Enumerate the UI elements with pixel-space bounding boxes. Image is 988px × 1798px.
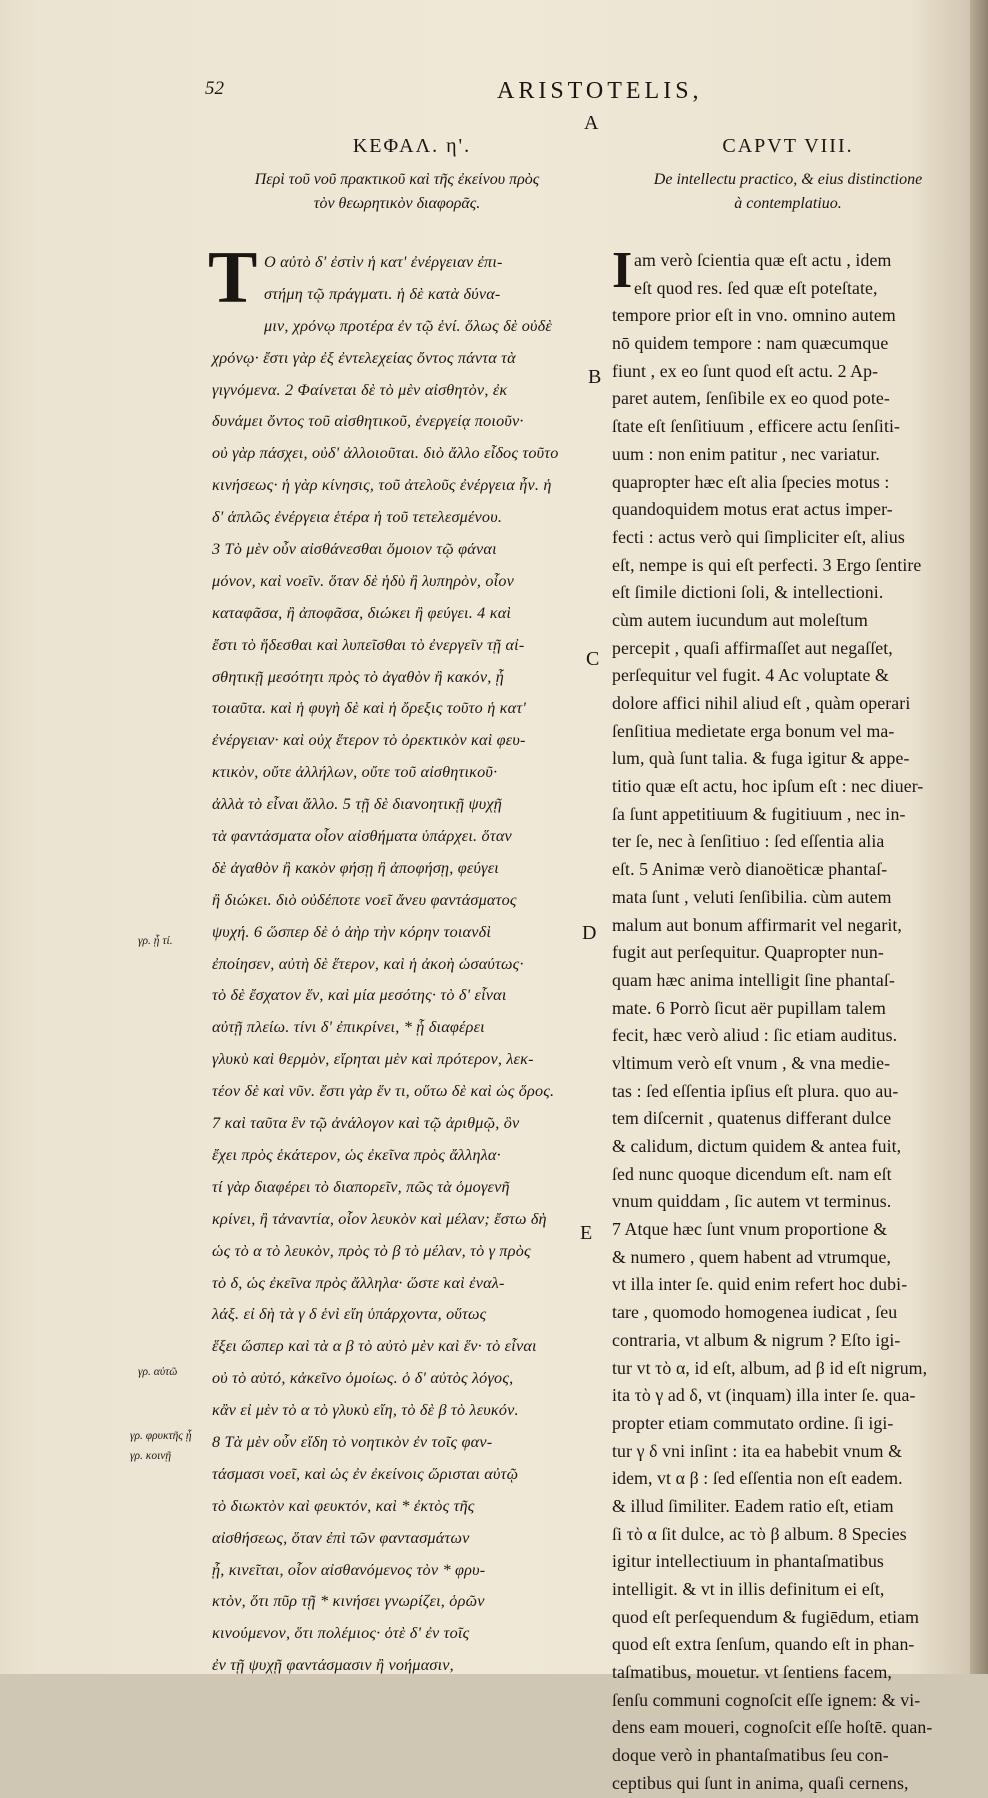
text-line: tur γ δ vni inſint : ita ea habebit vnum & [612,1440,903,1461]
text-line: ἕξει ὥσπερ καὶ τὰ α β τὸ αὐτὸ μὲν καὶ ἕν· τὸ εἶναι [212,1337,537,1356]
text-line: τὸ διωκτὸν καὶ φευκτόν, καὶ * ἐκτὸς τῆς [212,1496,475,1515]
latin-text-body [612,242,964,1798]
text-line: οὐ τὸ αὐτό, κἀκεῖνο ὁμοίως. ὁ δ' αὐτὸς λόγος, [212,1369,514,1388]
text-line: taſmatibus, mouetur. vt ſentiens facem, [612,1662,892,1683]
text-line: quandoquidem motus erat actus imper- [612,499,893,520]
text-line: intelligit. & vt in illis definitum ei eſt, [612,1579,885,1599]
text-line: dolore affici nihil aliud eſt , quàm operari [612,693,911,713]
latin-subtitle-line: à contemplatiuo. [734,195,842,212]
book-title: ARISTOTELIS, [497,78,703,104]
text-line: κἂν εἰ μὲν τὸ α τὸ γλυκὺ εἴη, τὸ δὲ β τὸ λευκόν. [212,1401,519,1420]
section-marker-c: C [586,648,600,670]
text-line: τὰ φαντάσματα οἷον αἰσθήματα ὑπάρχει. ὅταν [212,827,512,846]
greek-subtitle-line: Περὶ τοῦ νοῦ πρακτικοῦ καὶ τῆς ἐκείνου πρὸς [254,171,540,188]
text-line: γλυκὺ καὶ θερμὸν, εἴρηται μὲν καὶ πρότερον, λεκ- [212,1050,534,1069]
text-line: lum, quà ſunt talia. & fuga igitur & appe- [612,748,910,769]
text-line: στήμη τῷ πράγματι. ἡ δὲ κατὰ δύνα- [264,284,501,303]
text-line: ἔστι τὸ ἥδεσθαι καὶ λυπεῖσθαι τὸ ἐνεργεῖν τῇ αἰ- [212,635,525,654]
text-line: σθητικῇ μεσότητι πρὸς τὸ ἀγαθὸν ἢ κακόν, ᾗ [212,667,504,686]
text-line: tem diſcernit , quatenus differant dulce [612,1108,892,1129]
text-line: paret autem, ſenſibile ex eo quod pote- [612,388,890,409]
latin-chapter-heading: CAPVT VIII. [722,135,854,157]
greek-chapter-heading: ΚΕΦΑΛ. η'. [352,135,472,157]
text-line: tas : ſed eſſentia ipſius eſt plura. quo au- [612,1080,899,1101]
text-line: ceptibus qui ſunt in anima, quaſi cernens, [612,1772,909,1793]
margin-note: γρ. κοινῇ [130,1450,172,1462]
text-line: titio quæ eſt actu, hoc ipſum eſt : nec diuer- [612,776,924,797]
text-line: quapropter hæc eſt alia ſpecies motus : [612,471,890,492]
text-line: & illud ſimiliter. Eadem ratio eſt, etiam [612,1495,894,1516]
text-line: dens eam moueri, cognoſcit eſſe hoſtē. quan- [612,1717,933,1738]
text-line: τάσμασι νοεῖ, καὶ ὡς ἐν ἐκείνοις ὥρισται αὐτῷ [212,1464,519,1483]
text-line: & numero , quem habent ad vtrumque, [612,1246,892,1267]
text-line: malum aut bonum affirmarit vel negarit, [612,914,902,935]
text-line: ἐνέργειαν· καὶ οὐχ ἕτερον τὸ ὀρεκτικὸν καὶ φευ- [212,731,526,750]
text-line: δ' ἁπλῶς ἐνέργεια ἑτέρα ἡ τοῦ τετελεσμένου. [212,508,503,527]
text-line: quod eſt perſequendum & fugiēdum, etiam [612,1606,920,1627]
text-line: ἔχει πρὸς ἑκάτερον, ὡς ἐκεῖνα πρὸς ἄλληλα· [212,1145,501,1164]
text-line: contraria, vt album & nigrum ? Eſto igi- [612,1329,901,1350]
text-line: λάξ. εἰ δὴ τὰ γ δ ἑνὶ εἴη ὑπάρχοντα, οὕτως [212,1305,487,1324]
section-marker-b: B [588,366,602,388]
greek-text-body [208,237,592,1682]
text-line: μόνον, καὶ νοεῖν. ὅταν δὲ ἡδὺ ἢ λυπηρὸν, οἷον [212,571,515,590]
running-head [205,78,725,108]
text-line: tur vt τὸ α, id eſt, album, ad β id eſt nigrum, [612,1357,928,1378]
text-line: γιγνόμενα. 2 Φαίνεται δὲ τὸ μὲν αἰσθητὸν, ἐκ [212,380,508,399]
text-line: fecti : actus verò qui ſimpliciter eſt, alius [612,526,905,547]
text-line: eſt ſimile dictioni ſoli, & intellectioni. [612,582,884,603]
text-line: κινήσεως· ἡ γὰρ κίνησις, τοῦ ἀτελοῦς ἐνέργεια ἦν. ἡ [212,476,552,495]
text-line: ἀλλὰ τὸ εἶναι ἄλλο. 5 τῇ δὲ διανοητικῇ ψυχῇ [212,795,502,814]
text-line: igitur intellectiuum in phantaſmatibus [612,1551,884,1572]
text-line: nō quidem tempore : nam quæcumque [612,333,889,354]
text-line: uum : non enim patitur , nec variatur. [612,443,880,464]
text-line: οὐ γὰρ πάσχει, οὐδ' ἀλλοιοῦται. διὸ ἄλλο εἶδος τοῦτο [212,444,559,463]
text-line: αὐτῇ πλείω. τίνι δ' ἐπικρίνει, * ᾗ διαφέρει [212,1018,485,1037]
text-line: Ο αὐτὸ δ' ἐστὶν ἡ κατ' ἐνέργειαν ἐπι- [264,253,503,271]
text-line: μιν, χρόνῳ προτέρα ἐν τῷ ἑνί. ὅλως δὲ οὐδὲ [264,316,552,335]
latin-chapter-subtitle [612,168,964,216]
text-line: propter etiam commutato ordine. ſi igi- [612,1412,894,1433]
margin-note: γρ. ᾗ τί. [138,935,173,947]
text-line: eſt. 5 Animæ verò dianoëticæ phantaſ- [612,859,888,880]
text-line: ἐποίησεν, αὐτὴ δὲ ἕτερον, καὶ ἡ ἀκοὴ ὡσαύτως· [212,954,524,973]
text-line: ita τὸ γ ad δ, vt (inquam) illa inter ſe. qua- [612,1385,916,1406]
text-line: eſt, nempe is qui eſt perfecti. 3 Ergo ſentire [612,554,922,575]
page-gutter-shadow [970,0,988,1674]
text-line: cùm autem iucundum aut moleſtum [612,609,868,630]
text-line: δυνάμει ὄντος τοῦ αἰσθητικοῦ, ἐνεργείᾳ ποιοῦν· [212,412,524,431]
text-line: καταφᾶσα, ἢ ἀποφᾶσα, διώκει ἢ φεύγει. 4 καὶ [212,603,512,622]
text-line: κινούμενον, ὅτι πολέμιος· ὁτὲ δ' ἐν τοῖς [212,1624,470,1643]
greek-chapter-subtitle [202,168,592,216]
text-line: τοιαῦτα. καὶ ἡ φυγὴ δὲ καὶ ἡ ὄρεξις τοῦτο ἡ κατ' [212,699,527,718]
text-line: ἐν τῇ ψυχῇ φαντάσμασιν ἢ νοήμασιν, [212,1656,454,1675]
text-line: ſenſitiua medietate erga bonum vel ma- [612,720,895,741]
text-line: κρίνει, ἢ τἀναντία, οἷον λευκὸν καὶ μέλαν; ἔστω δὴ [212,1209,547,1228]
text-line: κτικὸν, οὔτε ἀλλήλων, οὔτε τοῦ αἰσθητικοῦ· [212,763,498,782]
greek-column [208,135,592,1675]
text-line: 3 Τὸ μὲν οὖν αἰσθάνεσθαι ὅμοιον τῷ φάναι [212,540,497,559]
text-line: κτὸν, ὅτι πῦρ τῇ * κινήσει γνωρίζει, ὁρῶν [212,1592,485,1611]
text-line: am verò ſcientia quæ eſt actu , idem [634,250,892,270]
text-line: fiunt , ex eo ſunt quod eſt actu. 2 Ap- [612,360,879,381]
text-line: quam hæc anima intelligit ſine phantaſ- [612,969,895,990]
text-line: τέον δὲ καὶ νῦν. ἔστι γὰρ ἕν τι, οὕτω δὲ καὶ ὡς ὅρος. [212,1082,555,1101]
text-line: fecit, hæc verò aliud : ſic etiam auditus. [612,1025,898,1046]
text-line: doque verò in phantaſmatibus ſeu con- [612,1745,889,1766]
text-line: ſed nunc quoque dicendum eſt. nam eſt [612,1163,892,1184]
latin-subtitle-line: De intellectu practico, & eius distinctione [653,171,923,188]
text-line: ᾖ, κινεῖται, οἷον αἰσθανόμενος τὸν * φρυ- [212,1560,486,1579]
section-marker-e: E [580,1222,593,1244]
margin-note: γρ. αὐτῶ [138,1366,178,1378]
greek-drop-cap: Τ [208,237,258,319]
text-line: ter ſe, nec à ſenſitiuo : ſed eſſentia alia [612,831,885,852]
page-number: 52 [205,78,224,99]
section-marker-d: D [582,922,597,944]
text-line: fugit aut perſequitur. Quapropter nun- [612,942,884,963]
text-line: 7 Atque hæc ſunt vnum proportione & [612,1219,888,1240]
text-line: αἰσθήσεως, ὅταν ἐπὶ τῶν φαντασμάτων [212,1528,470,1547]
section-marker-a: A [584,112,599,134]
text-line: τὸ δὲ ἔσχατον ἕν, καὶ μία μεσότης· τὸ δ' εἶναι [212,986,507,1005]
text-line: ſtate eſt ſenſitiuum , efficere actu ſenſiti- [612,416,901,437]
text-line: χρόνῳ· ἔστι γὰρ ἐξ ἐντελεχείας ὄντος πάντα τὰ [212,348,516,367]
text-line: tempore prior eſt in vno. omnino autem [612,305,896,326]
text-line: δὲ ἀγαθὸν ἢ κακὸν φήσῃ ἢ ἀποφήσῃ, φεύγει [212,858,499,877]
text-line: ſenſu communi cognoſcit eſſe ignem: & vi- [612,1689,921,1710]
text-line: & calidum, dictum quidem & antea fuit, [612,1136,902,1156]
text-line: percepit , quaſi affirmaſſet aut negaſſet, [612,637,893,658]
text-line: τί γὰρ διαφέρει τὸ διαπορεῖν, πῶς τὰ ὁμογενῆ [212,1177,510,1196]
margin-note: γρ. φρυκτῆς ᾗ [130,1430,192,1442]
text-line: vt illa inter ſe. quid enim refert hoc dubi- [612,1274,908,1295]
text-line: vltimum verò eſt vnum , & vna medie- [612,1052,891,1073]
text-line: 7 καὶ ταῦτα ἓν τῷ ἀνάλογον καὶ τῷ ἀριθμῷ, ὃν [212,1114,520,1133]
text-line: 8 Τὰ μὲν οὖν εἴδη τὸ νοητικὸν ἐν τοῖς φαν- [212,1432,493,1451]
text-line: τὸ δ, ὡς ἐκεῖνα πρὸς ἄλληλα· ὥστε καὶ ἐναλ- [212,1273,505,1292]
text-line: vnum quiddam , ſic autem vt terminus. [612,1191,892,1212]
greek-subtitle-line: τὸν θεωρητικὸν διαφορᾶς. [313,195,481,212]
text-line: perſequitur vel fugit. 4 Ac voluptate & [612,665,889,686]
text-line: quod eſt extra ſenſum, quando eſt in phan- [612,1634,915,1655]
latin-column [612,135,964,1793]
latin-drop-cap: I [612,242,633,299]
text-line: ſa ſunt appetitiuum & fugitiuum , nec in- [612,803,906,824]
text-line: ψυχή. 6 ὥσπερ δὲ ὁ ἀὴρ τὴν κόρην τοιανδὶ [212,922,492,941]
text-line: ἢ διώκει. διὸ οὐδέποτε νοεῖ ἄνευ φαντάσματος [212,890,517,909]
text-line: idem, vt α β : ſed eſſentia non eſt eadem. [612,1468,903,1489]
text-line: ὡς τὸ α τὸ λευκὸν, πρὸς τὸ β τὸ μέλαν, τὸ γ πρὸς [212,1241,531,1260]
text-line: ſi τὸ α ſit dulce, ac τὸ β album. 8 Species [612,1523,907,1544]
text-line: mata ſunt , veluti ſenſibilia. cùm autem [612,886,892,907]
text-line: eſt quod res. ſed quæ eſt poteſtate, [634,277,878,298]
text-line: mate. 6 Porrò ſicut aër pupillam talem [612,997,886,1018]
text-line: tare , quomodo homogenea iudicat , ſeu [612,1302,898,1323]
